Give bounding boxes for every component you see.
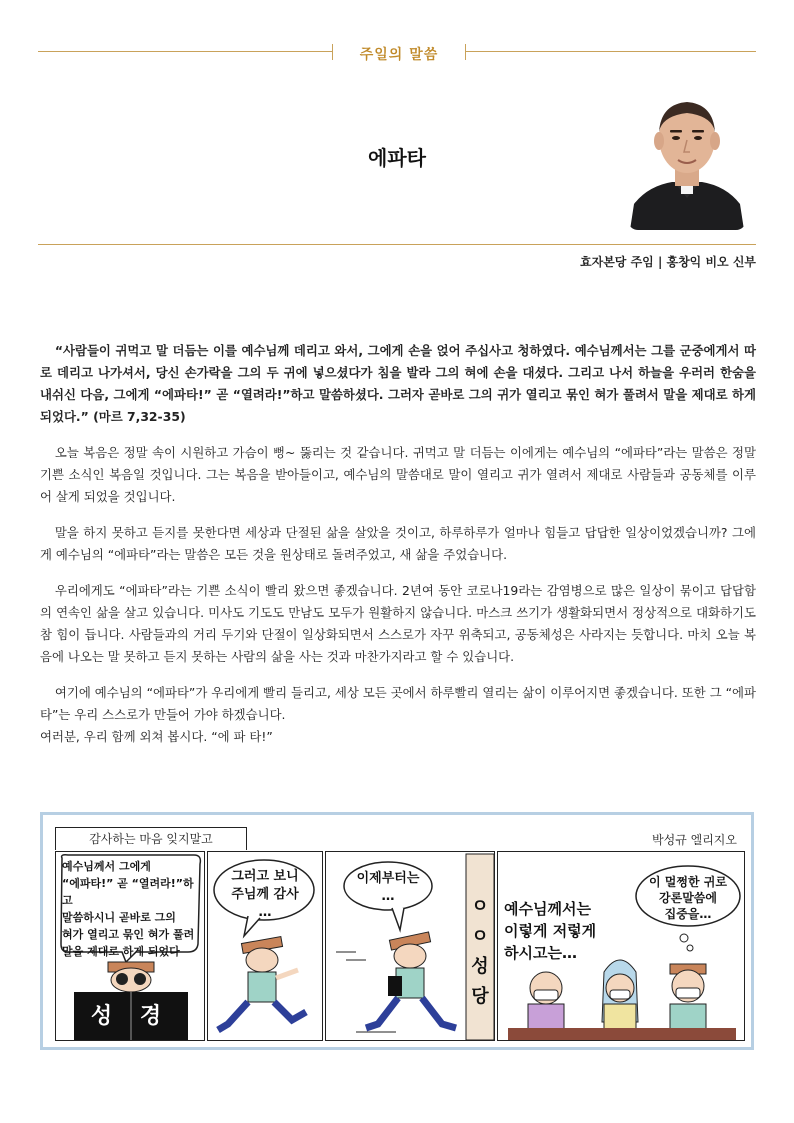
church-sign: ㅇ ㅇ 성 당 (471, 896, 489, 1007)
article-title: 에파타 (368, 146, 426, 170)
panel4-sermon-text: 예수님께서는 이렇게 저렇게 하시고는… (504, 900, 597, 962)
panel3-speech: 이제부터는 … (356, 871, 420, 904)
bible-cover-label: 성 경 (90, 1004, 172, 1029)
panel1-narration: 예수님께서 그에게 “에파타!” 곧 “열려라!”하고 말씀하시니 곧바로 그의 혀가 열리고 묶인 혀가 풀려 말을 제대로 하게 되었다 (62, 860, 195, 958)
header-tick-right (465, 44, 466, 60)
paragraph-2: 말을 하지 못하고 듣지를 못한다면 세상과 단절된 삶을 살았을 것이고, 하루하루가 얼마나 힘들고 답답한 일상이었겠습니까? 그에게 예수님의 “에파타”라는 말씀은 모든 것을 원상태로 돌려주었고, 새 삶을 주었습니다. (40, 525, 756, 562)
paragraph-1: 오늘 복음은 정말 속이 시원하고 가슴이 뻥~ 뚫리는 것 같습니다. 귀먹고 말 더듬는 이에게는 예수님의 “에파타”라는 말씀은 정말 기쁜 소식인 복음일 것입니다. 그는 복음을 받아들이고, 예수님의 말씀대로 말이 열리고 귀가 열려서 제대로 사람들과 공동체를 이루어 살게 되었을 것입니다. (40, 445, 756, 504)
comic-strip (40, 812, 754, 1050)
title-separator (38, 244, 756, 245)
header-rule-right (466, 51, 756, 52)
author-portrait (628, 86, 746, 230)
closing-line: 여러분, 우리 함께 외쳐 봅시다. “에 파 타!” (40, 729, 273, 744)
comic-panel-3 (325, 851, 495, 1041)
comic-title: 감사하는 마음 잊지말고 (55, 827, 247, 850)
panel2-speech: 그러고 보니 주님께 감사 … (231, 869, 299, 920)
section-label: 주일의 말씀 (359, 47, 439, 63)
article-body (40, 340, 756, 748)
comic-panel-1 (55, 851, 205, 1041)
header-rule-left (38, 51, 332, 52)
comic-panel-2 (207, 851, 323, 1041)
panel4-thought: 이 멀쩡한 귀로 강론말씀에 집중을… (649, 875, 727, 921)
paragraph-3: 우리에게도 “에파타”라는 기쁜 소식이 빨리 왔으면 좋겠습니다. 2년여 동안 코로나19라는 감염병으로 많은 일상이 묶이고 답답함의 연속인 삶을 살고 있습니다. 미사도 기도도 만남도 모두가 원활하지 않습니다. 마스크 쓰기가 생활화되면서 정상적으로 대화하기도 참 힘이 듭니다. 사람들과의 거리 두기와 단절이 일상화되면서 스스로가 자꾸 위축되고, 공동체성은 사라지는 듯합니다. 마치 오늘 복음에 나오는 말 못하고 듣지 못하는 사람의 삶을 사는 것과 마찬가지라고 할 수 있습니다. (40, 583, 756, 664)
comic-author: 박성규 엘리지오 (652, 833, 737, 847)
comic-panel-4 (497, 851, 745, 1041)
header-tick-left (332, 44, 333, 60)
paragraph-4: 여기에 예수님의 “에파타”가 우리에게 빨리 들리고, 세상 모든 곳에서 하루빨리 열리는 삶이 이루어지면 좋겠습니다. 또한 그 “에파타”는 우리 스스로가 만들어 가야 하겠습니다. (40, 685, 756, 722)
author-credit: 효자본당 주임 | 홍창익 비오 신부 (580, 255, 756, 269)
scripture-quote: “사람들이 귀먹고 말 더듬는 이를 예수님께 데리고 와서, 그에게 손을 얹어 주십사고 청하였다. 예수님께서는 그를 군중에게서 따로 데리고 나가셔서, 당신 손가락을 그의 두 귀에 넣으셨다가 침을 발라 그의 혀에 손을 대셨다. 그리고 나서 하늘을 우러러 한숨을 내쉬신 다음, 그에게 “에파타!” 곧 “열려라!”하고 말씀하셨다. 그러자 곧바로 그의 귀가 열리고 묶인 혀가 풀려서 말을 제대로 하게 되었다.” (마르 7,32-35) (40, 343, 756, 424)
